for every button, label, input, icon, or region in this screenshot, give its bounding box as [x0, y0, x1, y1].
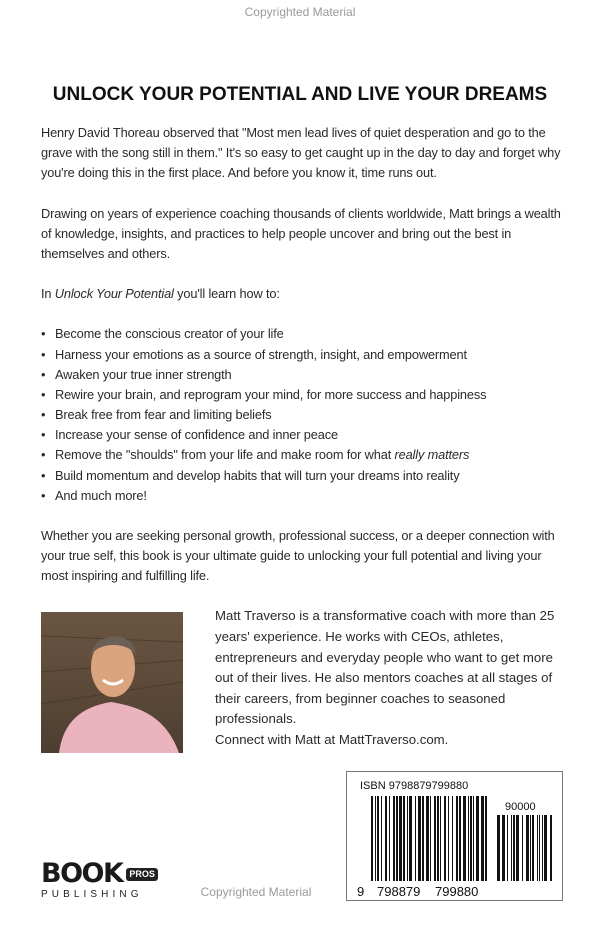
barcode-bar [409, 796, 412, 881]
barcode-bar [542, 815, 543, 881]
barcode-bar [422, 796, 424, 881]
cover-footer [41, 771, 563, 901]
barcode-bar [434, 796, 436, 881]
copyright-watermark-top: Copyrighted Material [244, 5, 356, 19]
barcode-bar [522, 815, 523, 881]
list-item-text: Remove the "shoulds" from your life and make room for what [55, 447, 395, 463]
barcode-bar [385, 796, 387, 881]
author-bio [215, 606, 563, 750]
barcode-bar [470, 796, 472, 881]
barcode-bar [537, 815, 538, 881]
barcode-bar [444, 796, 446, 881]
headline: UNLOCK YOUR POTENTIAL AND LIVE YOUR DREAMS [52, 84, 548, 105]
barcode-bar [473, 796, 474, 881]
barcode-bar [485, 796, 487, 881]
bullet: • [41, 386, 46, 402]
bullet: • [41, 346, 46, 362]
list-item-text: Break free from fear and limiting beliefs [55, 407, 272, 423]
list-item-text: Harness your emotions as a source of strength, insight, and empowerment [55, 346, 467, 362]
barcode-bar [459, 796, 461, 881]
logo-sub: PUBLISHING [41, 889, 143, 901]
bullet: • [41, 467, 46, 483]
bullet: • [41, 447, 46, 463]
barcode-bar [526, 815, 529, 881]
barcode-bar [507, 815, 508, 881]
barcode-bar [511, 815, 512, 881]
list-item-text: Become the conscious creator of your life [55, 326, 284, 342]
intro-suffix: you'll learn how to: [173, 286, 280, 302]
barcode-bar [381, 796, 382, 881]
barcode-bar [513, 815, 515, 881]
list-item [41, 486, 563, 506]
barcode-bar [403, 796, 405, 881]
barcode-bar [502, 815, 505, 881]
bullet: • [41, 407, 46, 423]
learn-intro [41, 284, 563, 304]
bullet: • [41, 326, 46, 342]
author-website-link[interactable]: Connect with Matt at MattTraverso.com. [215, 732, 449, 747]
barcode-bar [389, 796, 390, 881]
barcode-bar [396, 796, 398, 881]
cover-body [41, 123, 563, 913]
intro-prefix: In [41, 286, 55, 302]
barcode-bar [476, 796, 479, 881]
barcode-bar [437, 796, 439, 881]
list-item-text: Increase your sense of confidence and inner peace [55, 427, 338, 443]
barcode-bar [377, 796, 379, 881]
logo-badge: PROS [126, 868, 158, 881]
author-photo [41, 612, 183, 753]
barcode-bar [463, 796, 466, 881]
list-item-text: Build momentum and develop habits that will turn your dreams into reality [55, 467, 460, 483]
paragraph-experience: Drawing on years of experience coaching thousands of clients worldwide, Matt brings a wealth of knowledge, insights, and practices to help people uncover and bring out the best in themselves and others. [41, 205, 561, 262]
list-item [41, 405, 563, 425]
list-item [41, 385, 563, 405]
list-item [41, 445, 563, 465]
list-item-text: And much more! [55, 487, 147, 503]
copyright-watermark-bottom: Copyrighted Material [200, 885, 312, 900]
intro-book-title: Unlock Your Potential [54, 286, 174, 302]
barcode-bar [426, 796, 429, 881]
logo-main: BOOK [41, 858, 123, 890]
barcode-bar [430, 796, 431, 881]
bullet: • [41, 366, 46, 382]
list-item [41, 466, 563, 486]
price-code: 90000 [505, 801, 536, 814]
barcode-bar [393, 796, 395, 881]
barcode-bar [530, 815, 531, 881]
publisher-logo [41, 860, 166, 901]
list-item [41, 345, 563, 365]
barcode-bar [532, 815, 534, 881]
list-item [41, 425, 563, 445]
paragraph-closing: Whether you are seeking personal growth, professional success, or a deeper connection with your true self, this book is your ultimate guide to unlocking your full potential and living your most inspiring and fulfilling life. [41, 527, 555, 584]
barcode-bar [452, 796, 453, 881]
barcode-bar [456, 796, 458, 881]
author-bio-text: Matt Traverso is a transformative coach with more than 25 years' experience. He works with CEOs, athletes, entrepreneurs and everyday people who want to get more out of their lives. He also mentors coaches at all stages of their careers, from beginner coaches to seasoned professionals. [215, 608, 555, 727]
author-section [41, 606, 563, 753]
isbn-barcode [346, 771, 563, 901]
bullet: • [41, 487, 46, 503]
isbn-label: ISBN 9798879799880 [360, 780, 469, 793]
barcode-digits-right: 799880 [435, 884, 479, 900]
paragraph-thoreau: Henry David Thoreau observed that "Most men lead lives of quiet desperation and go to the grave with the song still in them." It's so easy to get caught up in the day to day and forget why you're doing this in the first place. And before you know it, time runs out. [41, 125, 561, 181]
barcode-bar [497, 815, 500, 881]
list-item [41, 324, 563, 344]
list-item-text: Awaken your true inner strength [55, 366, 232, 382]
barcode-digits-left: 798879 [377, 884, 421, 900]
barcode-bar [516, 815, 519, 881]
list-item-emphasis: really matters [394, 447, 470, 463]
list-item-text: Rewire your brain, and reprogram your mind, for more success and happiness [55, 386, 487, 402]
bullet: • [41, 427, 46, 443]
barcode-bar [407, 796, 408, 881]
barcode-bar [375, 796, 376, 881]
barcode-bar [418, 796, 421, 881]
barcode-bar [399, 796, 402, 881]
barcode-bar [371, 796, 373, 881]
list-item [41, 365, 563, 385]
barcode-bar [448, 796, 449, 881]
benefits-list [41, 324, 563, 505]
barcode-bar [539, 815, 540, 881]
barcode-bar [415, 796, 416, 881]
barcode-bar [468, 796, 469, 881]
barcode-bar [550, 815, 552, 881]
barcode-bar [544, 815, 547, 881]
barcode-digit-first: 9 [357, 884, 365, 900]
barcode-bar [440, 796, 441, 881]
barcode-bar [481, 796, 484, 881]
